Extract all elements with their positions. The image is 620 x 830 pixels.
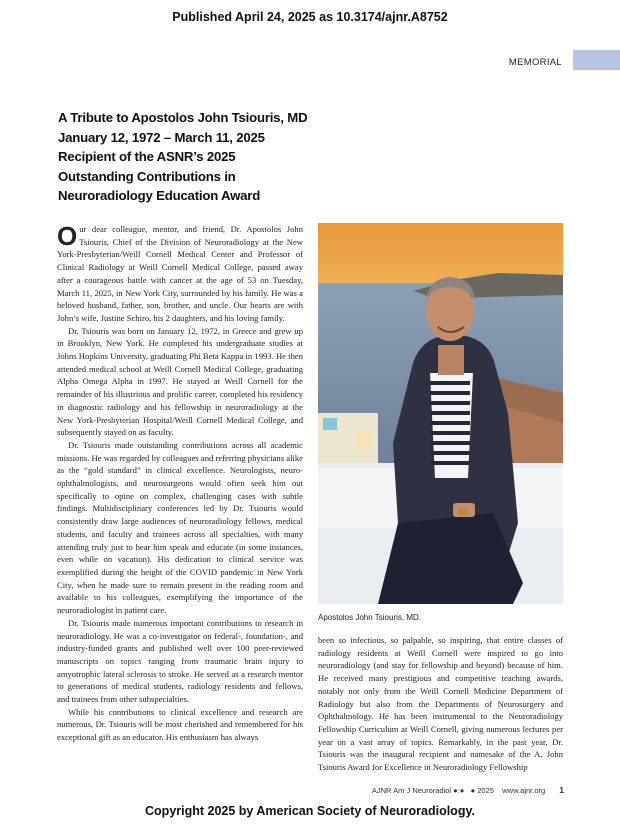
body-right-column xyxy=(318,634,563,782)
paragraph-text: ur dear colleague, mentor, and friend, Dr. Apostolos John Tsiouris, Chief of the Division of Neuroradiology at the New York-Presbyterian/Weill Cornell Medical Center and Professor of Clinical Radiology at Weill Cornell Medical College, passed away after a courageous battle with cancer at the age of 53 on Tuesday, March 11, 2025, in New York City, surrounded by his family. He was a beloved husband, father, son, brother, and uncle. Our hearts are with John’s wife, Justine Schiro, his 2 daughters, and his loving family. xyxy=(57,224,303,323)
footer-dot: ● xyxy=(470,786,476,795)
body-left-column xyxy=(57,223,303,781)
title-line: Neuroradiology Education Award xyxy=(58,188,261,204)
paragraph-1 xyxy=(57,223,303,325)
paragraph-4: Dr. Tsiouris made numerous important contributions to research in neuroradiology. He was a co-investigator on federal-, foundation-, and industry-funded grants and published well over 100 peer-reviewed manuscripts on topics ranging from traumatic brain injury to amyotrophic lateral sclerosis to stroke. He served as a research mentor to generations of medical students, radiology residents and fellows, and trainees from other subspecialties. xyxy=(57,617,303,705)
section-tab-decoration xyxy=(573,50,620,70)
published-line: Published April 24, 2025 as 10.3174/ajnr.A8752 xyxy=(172,10,448,24)
paragraph-6: been so infectious, so palpable, so inspiring, that entire classes of radiology residents at Weill Cornell were inspired to go into neuroradiology (and stay for fellowship and beyond) because of him. He received many prestigious and competitive teaching awards, notably not only from the Weill Cornell Medicine Department of Radiology but also from the Departments of Neurosurgery and Ophthalmology. He has been instrumental to the Neuroradiology Fellowship Curriculum at Weill Cornell, giving numerous lectures per year on a vast array of topics. Remarkably, in the past year, Dr. Tsiouris was the inaugural recipient and namesake of the A. John Tsiouris Award for Excellence in Neuroradiology Fellowship xyxy=(318,635,563,773)
footer-journal: AJNR Am J Neuroradiol ●:● xyxy=(371,786,465,795)
section-label: MEMORIAL xyxy=(508,57,562,68)
page-footer xyxy=(372,785,564,795)
copyright-line: Copyright 2025 by American Society of Neuroradiology. xyxy=(145,804,475,818)
title-line: Recipient of the ASNR’s 2025 xyxy=(58,149,236,165)
page-number: 1 xyxy=(559,785,564,795)
article-title xyxy=(58,108,328,206)
photo-caption: Apostolos John Tsiouris, MD. xyxy=(318,613,422,622)
paragraph-2: Dr. Tsiouris was born on January 12, 1972, in Greece and grew up in Brooklyn, New York. He completed his undergraduate studies at Johns Hopkins University, graduating Phi Beta Kappa in 1993. He then attended medical school at Weill Cornell Medical College, graduating Alpha Omega Alpha in 1997. He stayed at Weill Cornell for the remainder of his illustrious and prolific career, completed his residency in diagnostic radiology and his fellowship in neuroradiology at the New York-Presbyterian Hospital/Weill Cornell Medical College, and subsequently stayed on as faculty. xyxy=(57,325,303,438)
paragraph-3: Dr. Tsiouris made outstanding contributions across all academic missions. He was regarded by colleagues and referring physicians alike as the “gold standard” in clinical excellence. Neurologists, neuro-ophthalmologists, and neurosurgeons would often seek him out specifically to opine on complex, challenging cases with subtle findings. Multidisciplinary conferences led by Dr. Tsiouris would consistently draw large audiences of neuroradiology fellows, medical students, and faculty and trainees across all specialties, with many attending truly just to hear him speak and educate (in some instances, even while on vacation). His dedication to clinical service was exemplified during the height of the COVID pandemic in New York City, when he made sure to remain present in the reading room and available to his colleagues, exemplifying the importance of the neuroradiologist in patient care. xyxy=(57,439,303,616)
title-line: January 12, 1972 – March 11, 2025 xyxy=(58,129,265,145)
footer-year: 2025 xyxy=(477,786,494,795)
footer-url[interactable]: www.ajnr.org xyxy=(502,786,546,795)
title-line: A Tribute to Apostolos John Tsiouris, MD xyxy=(58,110,308,125)
portrait-photo xyxy=(318,223,563,604)
title-line: Outstanding Contributions in xyxy=(58,168,236,184)
drop-cap: O xyxy=(57,223,78,251)
paragraph-5: While his contributions to clinical excellence and research are numerous, Dr. Tsiouris will be most cherished and remembered for his exceptional gift as an educator. His enthusiasm has always xyxy=(57,706,303,743)
